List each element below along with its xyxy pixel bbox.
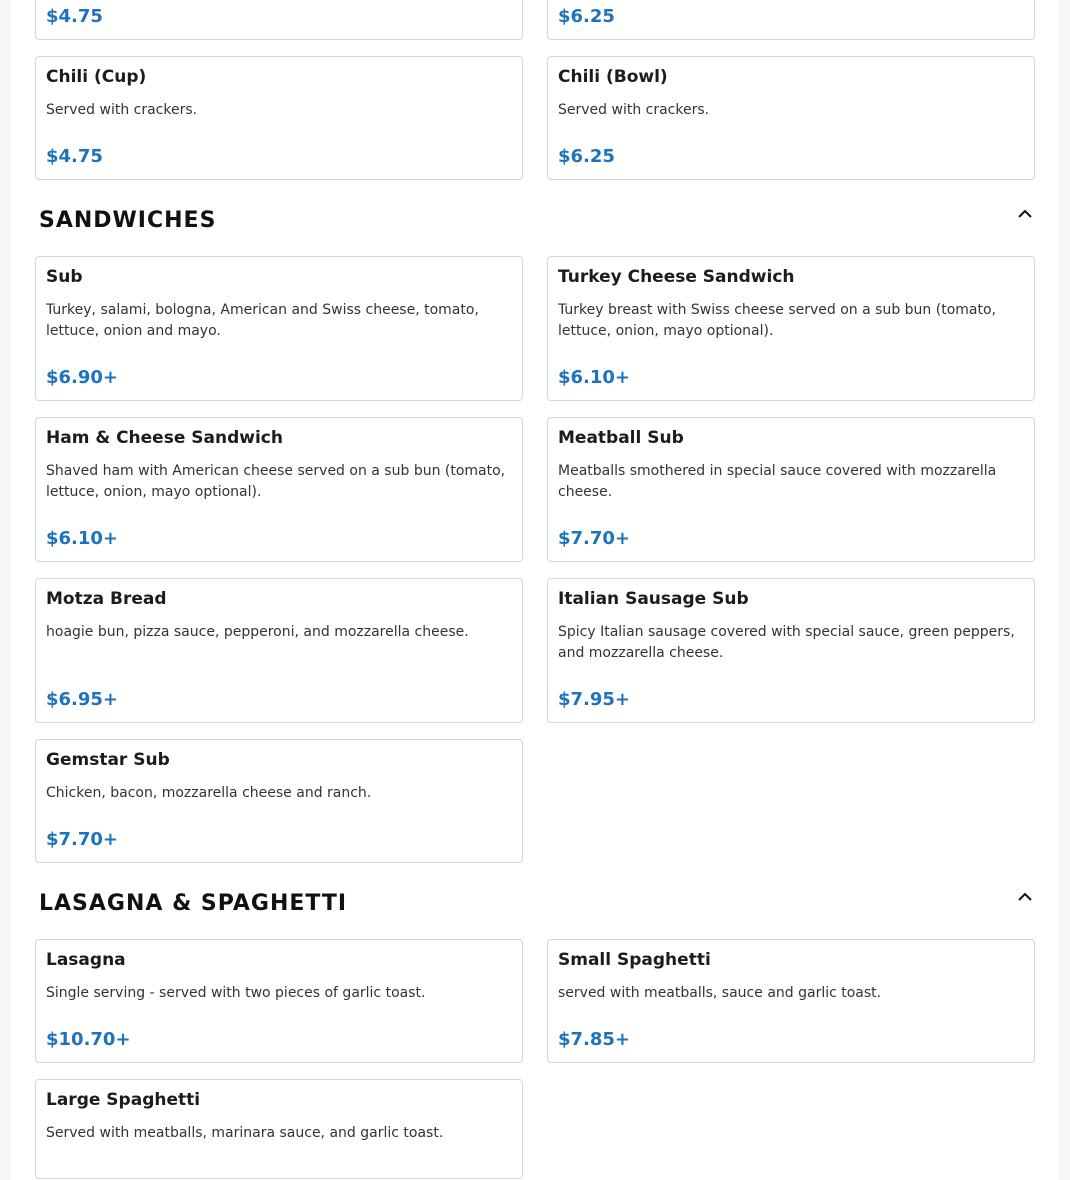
item-description: Chicken, bacon, mozzarella cheese and ranch. <box>46 785 372 801</box>
item-description: Served with meatballs, marinara sauce, and garlic toast. <box>46 1125 444 1141</box>
menu-item-gemstar-sub[interactable] <box>35 739 523 863</box>
item-name: Gemstar Sub <box>46 750 170 770</box>
item-price: $4.75 <box>46 6 103 27</box>
item-description: hoagie bun, pizza sauce, pepperoni, and mozzarella cheese. <box>46 624 469 640</box>
menu-page <box>11 0 1059 1180</box>
item-price: $10.70+ <box>46 1029 131 1050</box>
item-description: served with meatballs, sauce and garlic toast. <box>558 985 882 1001</box>
item-description: Shaved ham with American cheese served on a sub bun (tomato, lettuce, onion, mayo optional). <box>46 463 506 500</box>
item-name: Small Spaghetti <box>558 950 711 970</box>
item-price: $7.70+ <box>46 829 119 850</box>
item-price: $6.10+ <box>46 528 119 549</box>
menu-item-meatball-sub[interactable] <box>547 417 1035 562</box>
item-description: Single serving - served with two pieces of garlic toast. <box>46 985 426 1001</box>
item-name: Meatball Sub <box>558 428 684 448</box>
menu-item-lasagna[interactable] <box>35 939 523 1063</box>
item-name: Ham & Cheese Sandwich <box>46 428 283 448</box>
item-price: $6.25 <box>558 146 615 167</box>
item-price: $7.85+ <box>558 1029 631 1050</box>
item-description: Spicy Italian sausage covered with special sauce, green peppers, and mozzarella cheese. <box>558 624 1015 661</box>
menu-item-card[interactable] <box>547 0 1035 40</box>
item-name: Chili (Bowl) <box>558 67 668 87</box>
menu-item-chili-bowl[interactable] <box>547 56 1035 180</box>
menu-item-card[interactable] <box>35 0 523 40</box>
menu-item-chili-cup[interactable] <box>35 56 523 180</box>
item-description: Meatballs smothered in special sauce covered with mozzarella cheese. <box>558 463 997 500</box>
menu-item-ham-cheese-sandwich[interactable] <box>35 417 523 562</box>
item-name: Sub <box>46 267 83 287</box>
item-description: Served with crackers. <box>46 102 198 118</box>
item-price: $6.25 <box>558 6 615 27</box>
menu-item-sub[interactable] <box>35 256 523 401</box>
menu-item-large-spaghetti[interactable] <box>35 1079 523 1179</box>
item-description: Turkey, salami, bologna, American and Swiss cheese, tomato, lettuce, onion and mayo. <box>46 302 479 339</box>
item-name: Italian Sausage Sub <box>558 589 749 609</box>
menu-item-small-spaghetti[interactable] <box>547 939 1035 1063</box>
item-name: Motza Bread <box>46 589 167 609</box>
menu-item-motza-bread[interactable] <box>35 578 523 723</box>
section-title-lasagna-spaghetti: LASAGNA & SPAGHETTI <box>39 891 348 916</box>
item-name: Turkey Cheese Sandwich <box>558 267 795 287</box>
item-name: Large Spaghetti <box>46 1090 201 1110</box>
item-price: $7.70+ <box>558 528 631 549</box>
item-price: $6.10+ <box>558 367 631 388</box>
item-price: $4.75 <box>46 146 103 167</box>
section-title-sandwiches: SANDWICHES <box>39 208 217 233</box>
menu-item-turkey-cheese-sandwich[interactable] <box>547 256 1035 401</box>
item-price: $6.90+ <box>46 367 119 388</box>
chevron-up-icon[interactable] <box>1015 887 1035 907</box>
item-description: Served with crackers. <box>558 102 710 118</box>
item-name: Lasagna <box>46 950 126 970</box>
item-name: Chili (Cup) <box>46 67 147 87</box>
item-description: Turkey breast with Swiss cheese served on a sub bun (tomato, lettuce, onion, mayo optional). <box>558 302 996 339</box>
menu-item-italian-sausage-sub[interactable] <box>547 578 1035 723</box>
item-price: $6.95+ <box>46 689 119 710</box>
item-price: $7.95+ <box>558 689 631 710</box>
chevron-up-icon[interactable] <box>1015 204 1035 224</box>
